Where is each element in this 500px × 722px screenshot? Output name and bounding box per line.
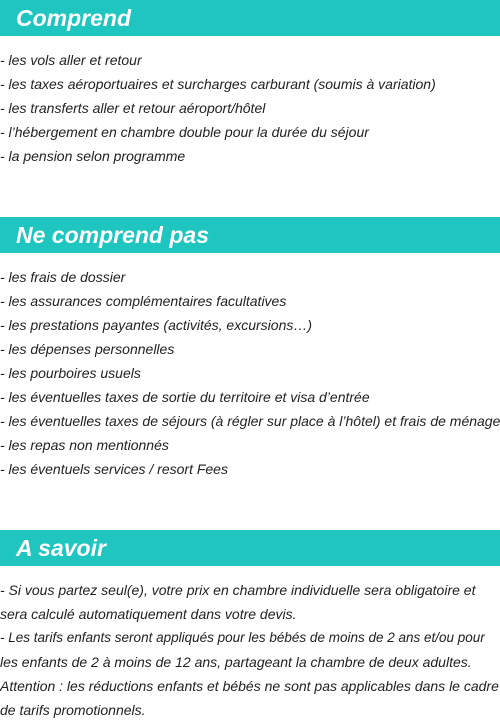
section-header-includes: Comprend xyxy=(0,0,500,36)
list-item: - les vols aller et retour xyxy=(0,52,142,68)
text-line: - Si vous partez seul(e), votre prix en chambre individuelle sera obligatoire et xyxy=(0,582,476,598)
text-line: de tarifs promotionnels. xyxy=(0,702,146,718)
list-item: - les dépenses personnelles xyxy=(0,341,175,357)
list-item: - les pourboires usuels xyxy=(0,365,141,381)
list-item: - les taxes aéroportuaires et surcharges carburant (soumis à variation) xyxy=(0,76,436,92)
list-item: - les éventuelles taxes de sortie du territoire et visa d’entrée xyxy=(0,389,370,405)
list-item: - les éventuels services / resort Fees xyxy=(0,461,228,477)
list-item: - les frais de dossier xyxy=(0,269,126,285)
section-excludes xyxy=(0,217,500,481)
section-header-good-to-know: A savoir xyxy=(0,530,500,566)
text-line: - Les tarifs enfants seront appliqués pour les bébés de moins de 2 ans et/ou pour xyxy=(0,630,485,645)
section-header-excludes: Ne comprend pas xyxy=(0,217,500,253)
list-item: - les repas non mentionnés xyxy=(0,437,169,453)
includes-list xyxy=(0,48,500,168)
list-item: - les éventuelles taxes de séjours (à régler sur place à l’hôtel) et frais de ménage xyxy=(0,413,500,429)
good-to-know-text xyxy=(0,578,500,722)
section-good-to-know xyxy=(0,530,500,722)
text-line: sera calculé automatiquement dans votre devis. xyxy=(0,606,297,622)
list-item: - les assurances complémentaires facultatives xyxy=(0,293,287,309)
list-item: - la pension selon programme xyxy=(0,148,186,164)
text-line: les enfants de 2 à moins de 12 ans, partageant la chambre de deux adultes. xyxy=(0,654,472,670)
list-item: - les transferts aller et retour aéroport/hôtel xyxy=(0,100,266,116)
list-item: - l’hébergement en chambre double pour la durée du séjour xyxy=(0,124,369,140)
section-includes xyxy=(0,0,500,168)
list-item: - les prestations payantes (activités, excursions…) xyxy=(0,317,313,333)
excludes-list xyxy=(0,265,500,481)
text-line: Attention : les réductions enfants et bébés ne sont pas applicables dans le cadre xyxy=(0,678,499,694)
